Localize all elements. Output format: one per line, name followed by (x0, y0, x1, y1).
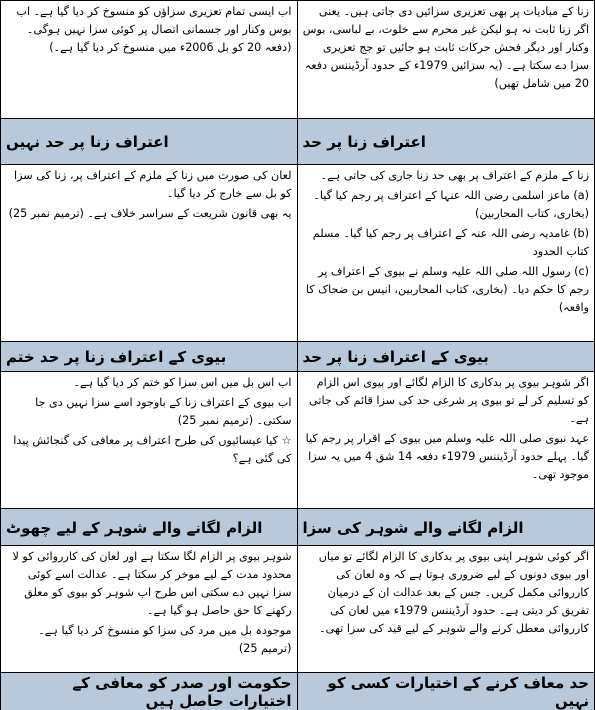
left-header: بیوی کے اعتراف زنا پر حد ختم (1, 342, 298, 372)
left-cell (1, 165, 298, 342)
table-row (1, 371, 594, 509)
section-header-row (1, 508, 594, 546)
right-header: حد معاف کرنے کے اختیارات کسی کو نہیں (327, 673, 589, 710)
cell-paragraph: اب ایسی تمام تعزیری سزاؤں کو منسوخ کر دیا گیا ہے۔ اب بوس وکنار اور جسمانی اتصال پر کوئی سزا نہیں ہوگی۔ (دفعہ 20 کو بل 2006ء میں منسوخ کر دیا گیا ہے۔) (16, 5, 292, 54)
section-header-row (1, 672, 594, 710)
cell-paragraph: عہد نبوی صلی اللہ علیہ وسلم میں بیوی کے اقرار پر رجم کیا گیا۔ پہلے حدود آرڈیننس 1979ء دفعہ 14 شق 4 میں یہ سزا موجود تھی۔ (305, 432, 589, 481)
left-header: الزام لگانے والے شوہر کے لیے چھوٹ (1, 509, 298, 546)
cell-paragraph: ☆ کیا عیسائیوں کی طرح اعتراف پر معافی کی گنجائش پیدا کی گئی ہے؟ (13, 434, 292, 465)
cell-paragraph: اب اس بل میں اس سزا کو ختم کر دیا گیا ہے۔ (73, 376, 292, 389)
cell-paragraph: لعان کی صورت میں زنا کے ملزم کے اعتراف پر، زنا کی سزا کو بل سے خارج کر دیا گیا۔ (13, 169, 292, 200)
cell-paragraph: موجودہ بل میں مرد کی سزا کو منسوخ کر دیا گیا ہے۔ (ترمیم 25) (38, 624, 292, 655)
left-cell (1, 372, 298, 509)
cell-paragraph: (c) رسول اللہ صلی اللہ علیہ وسلم نے بیوی کے اعتراف پر رجم کا حکم دیا۔ (بخاری، کتاب المحاربین، انیس بن ضحاک کا واقعہ) (305, 265, 589, 314)
table-row (1, 545, 594, 673)
left-cell (1, 1, 298, 118)
right-cell (298, 1, 595, 118)
table-row (1, 1, 594, 118)
cell-paragraph: شوہر بیوی پر الزام لگا سکتا ہے اور لعان کی کارروائی کو لا محدود مدت کے لیے موخر کر سکتا ہے۔ عدالت اسے کوئی سزا نہیں دے سکتی اس طرح اب شوہر کو بیوی کو معلق رکھنے کا حق حاصل ہو گیا ہے۔ (12, 550, 292, 617)
cell-paragraph: اگر کوئی شوہر اپنی بیوی پر بدکاری کا الزام لگائے تو میاں اور بیوی دونوں کے لیے ضروری ہوتا ہے کہ وہ لعان کی کارروائی مکمل کریں۔ جس کے بعد عدالت ان کے درمیان تفریق کر دیتی ہے۔ حدود آرڈیننس 1979ء میں لعان کی کارروائی معطل کرنے والے شوہر کے لیے قید کی سزا تھی۔ (318, 550, 589, 635)
section-header-row (1, 118, 594, 165)
right-cell (298, 165, 595, 342)
cell-paragraph: (a) ماعز اسلمی رضی اللہ عنہا کے اعتراف پر رجم کیا گیا۔ (بخاری، کتاب المحاربین) (313, 189, 589, 220)
cell-paragraph: زنا کے ملزم کے اعتراف پر بھی حد زنا جاری کی جاتی ہے۔ (320, 169, 589, 182)
cell-paragraph: زنا کے مبادیات پر بھی تعزیری سزائیں دی جاتی ہیں۔ یعنی اگر زنا ثابت نہ ہو لیکن غیر محرم سے خلوت، بے لباسی، بوس وکنار اور دیگر فحش حرکات ثابت ہو جائیں تو جج تعزیری سزا دے سکتا ہے۔ (یہ سزائیں 1979ء کے حدود آرڈیننس دفعہ 20 میں شامل تھیں) (302, 5, 589, 90)
right-header: اعتراف زنا پر حد (302, 133, 426, 151)
left-header: حکومت اور صدر کو معافی کے اختیارات حاصل ہیں (1, 673, 298, 710)
table-row (1, 164, 594, 342)
cell-paragraph: اگر شوہر بیوی پر بدکاری کا الزام لگائے اور بیوی اس الزام کو تسلیم کر لے تو بیوی پر شرعی حد کی سزا قائم کی جاتی ہے۔ (309, 376, 589, 425)
left-cell (1, 546, 298, 673)
right-cell (298, 546, 595, 673)
right-header: الزام لگانے والے شوہر کی سزا (302, 518, 524, 537)
cell-paragraph: یہ بھی قانون شریعت کے سراسر خلاف ہے۔ (ترمیم نمبر 25) (8, 207, 292, 220)
right-cell (298, 372, 595, 509)
section-header-row (1, 341, 594, 372)
right-header: بیوی کے اعتراف زنا پر حد (302, 348, 489, 366)
cell-paragraph: (b) غامدیہ رضی اللہ عنہ کے اعتراف پر رجم کیا گیا۔ مسلم کتاب الحدود (312, 227, 589, 258)
cell-paragraph: اب بیوی کے اعتراف زنا کے باوجود اسے سزا نہیں دی جا سکتی۔ (ترمیم نمبر 25) (35, 396, 292, 427)
left-header: اعتراف زنا پر حد نہیں (1, 119, 298, 165)
